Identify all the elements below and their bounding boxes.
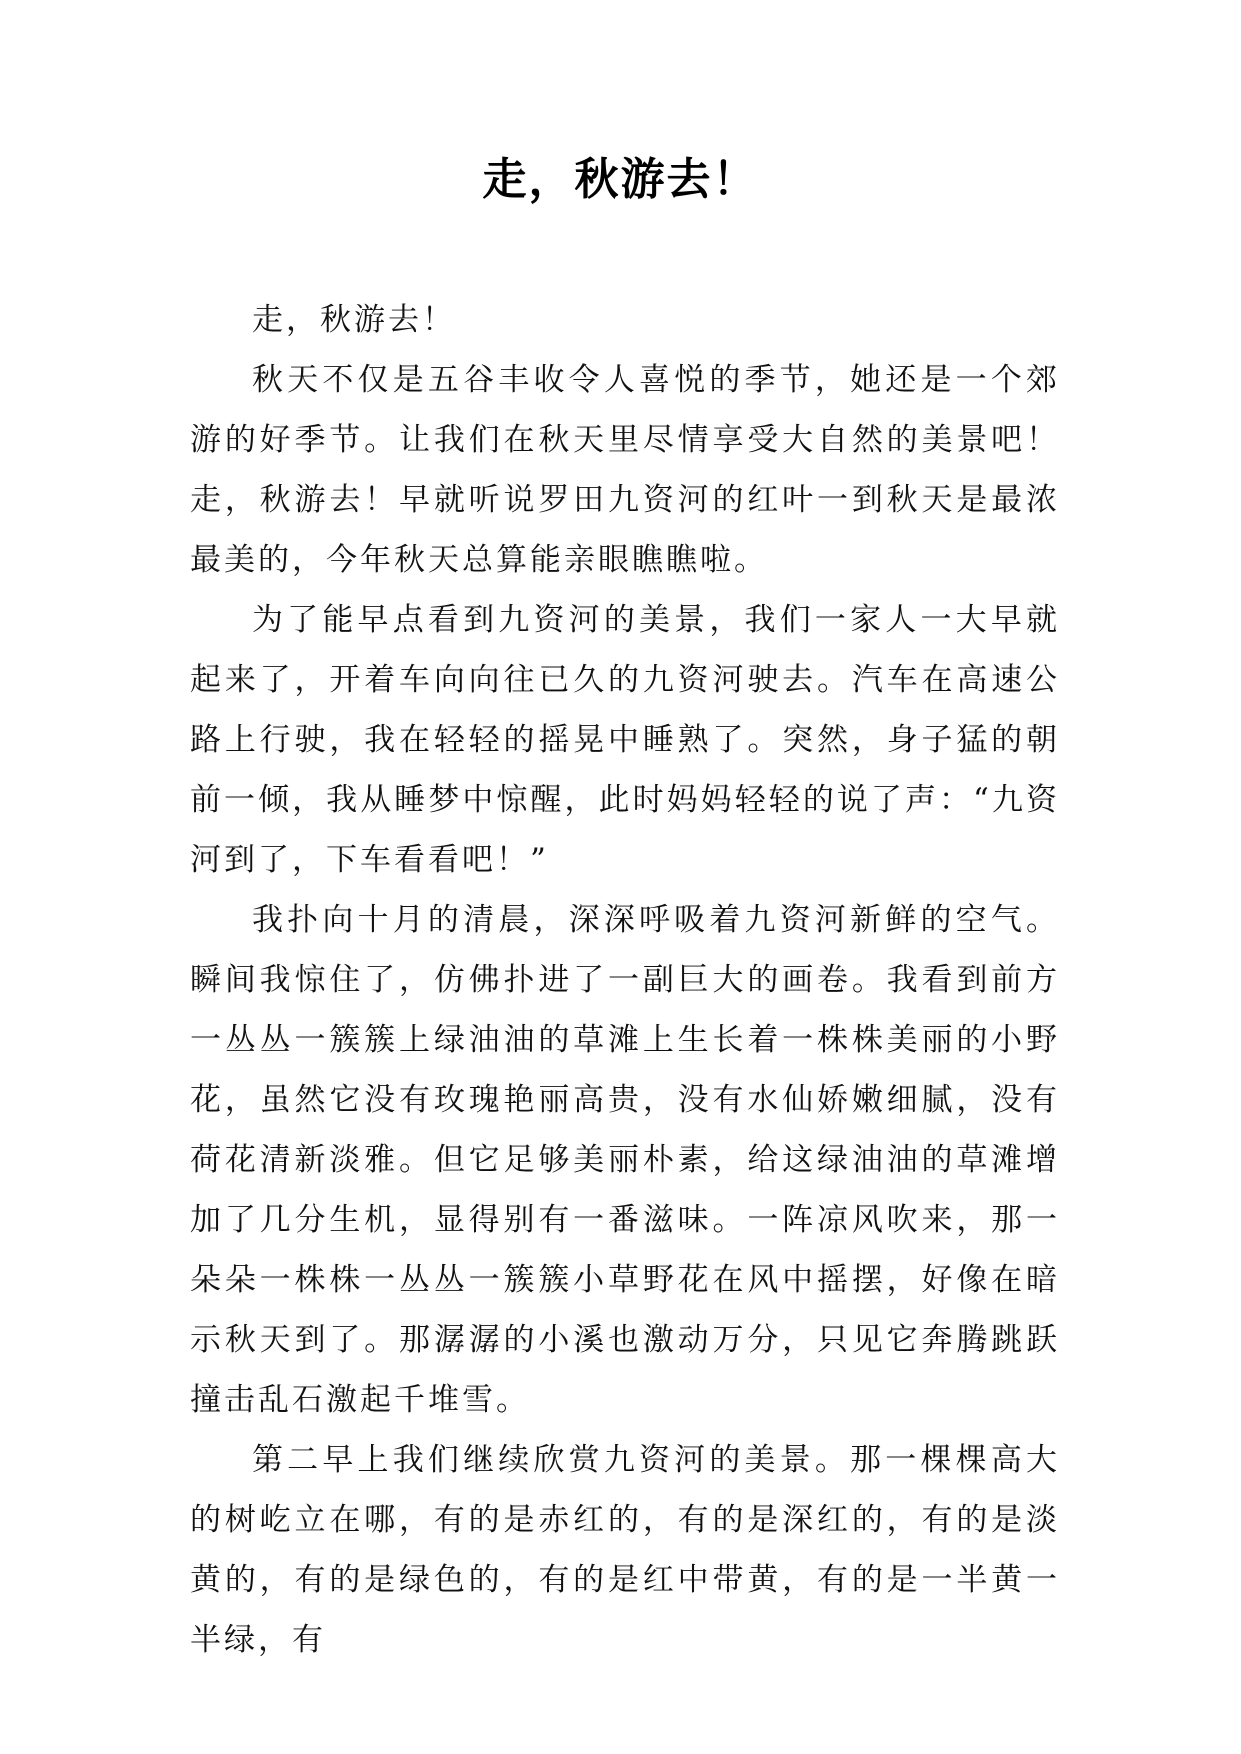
paragraph: 第二早上我们继续欣赏九资河的美景。那一棵棵高大的树屹立在哪，有的是赤红的，有的是深红的，有的是淡黄的，有的是绿色的，有的是红中带黄，有的是一半黄一半绿，有 [190,1442,1060,1658]
paragraph: 我扑向十月的清晨，深深呼吸着九资河新鲜的空气。瞬间我惊住了，仿佛扑进了一副巨大的画卷。我看到前方一丛丛一簇簇上绿油油的草滩上生长着一株株美丽的小野花，虽然它没有玫瑰艳丽高贵，没有水仙娇嫩细腻，没有荷花清新淡雅。但它足够美丽朴素，给这绿油油的草滩增加了几分生机，显得别有一番滋味。一阵凉风吹来，那一朵朵一株株一丛丛一簇簇小草野花在风中摇摆，好像在暗示秋天到了。那潺潺的小溪也激动万分，只见它奔腾跳跃撞击乱石激起千堆雪。 [190,902,1060,1418]
document-body [190,290,1060,1670]
paragraph: 为了能早点看到九资河的美景，我们一家人一大早就起来了，开着车向向往已久的九资河驶去。汽车在高速公路上行驶，我在轻轻的摇晃中睡熟了。突然，身子猛的朝前一倾，我从睡梦中惊醒，此时妈妈轻轻的说了声：“九资河到了，下车看看吧！” [190,602,1060,878]
document-title: 走，秋游去！ [482,154,759,205]
paragraph: 秋天不仅是五谷丰收令人喜悦的季节，她还是一个郊游的好季节。让我们在秋天里尽情享受大自然的美景吧！走，秋游去！早就听说罗田九资河的红叶一到秋天是最浓最美的，今年秋天总算能亲眼瞧瞧啦。 [190,362,1060,578]
paragraph: 走，秋游去！ [252,302,456,338]
